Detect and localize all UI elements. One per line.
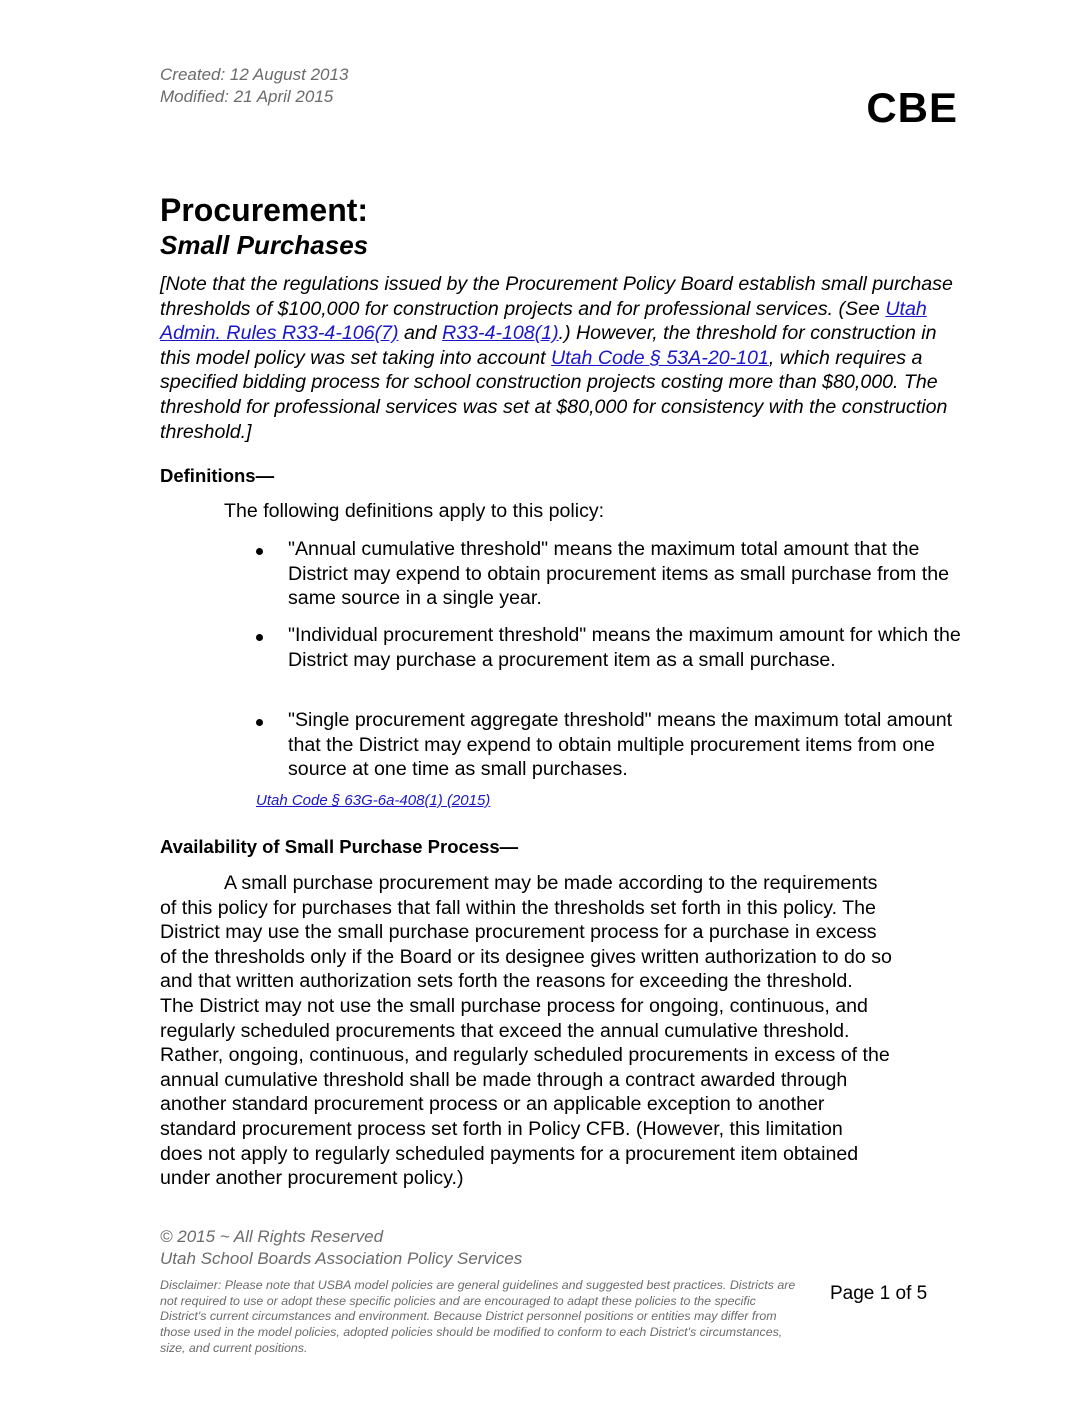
paragraph-line: Rather, ongoing, continuous, and regularly scheduled procurements in excess of the <box>160 1044 890 1067</box>
list-item <box>288 623 968 672</box>
list-item <box>288 537 968 611</box>
page-number: Page 1 of 5 <box>830 1283 928 1304</box>
paragraph-line: does not apply to regularly scheduled payments for a procurement item obtained <box>160 1142 859 1165</box>
bullet-icon <box>256 634 263 641</box>
availability-heading: Availability of Small Purchase Process— <box>160 836 519 857</box>
page-subtitle: Small Purchases <box>160 230 369 260</box>
paragraph-line: District may use the small purchase procurement process for a purchase in excess <box>160 921 877 944</box>
organization-name: Utah School Boards Association Policy Services <box>160 1249 523 1268</box>
definitions-intro: The following definitions apply to this policy: <box>224 500 605 522</box>
definition-text: "Annual cumulative threshold" means the maximum total amount that the District may expend to obtain procurement items as small purchase from the same source in a single year. <box>288 538 950 610</box>
document-dates <box>160 64 348 108</box>
paragraph-line: The District may not use the small purchase process for ongoing, continuous, and <box>160 994 868 1017</box>
paragraph-line: and that written authorization sets forth the reasons for exceeding the threshold. <box>160 970 853 993</box>
note-text-1: [Note that the regulations issued by the Procurement Policy Board establish small purchase thresholds of $100,000 for construction projects and for professional services. (See <box>160 273 953 320</box>
definition-text: "Single procurement aggregate threshold" means the maximum total amount that the District may expend to obtain multiple procurement items from one source at one time as small purchases. <box>288 709 953 781</box>
note-text-4: , which requires a specified bidding process for school construction projects costing more than $80,000. The threshold for professional services was set at $80,000 for consistency with the construction threshold.] <box>160 346 948 443</box>
note-text-2: and <box>398 322 443 345</box>
paragraph-line: A small purchase procurement may be made according to the requirements <box>224 872 878 894</box>
copyright-text: © 2015 ~ All Rights Reserved <box>160 1227 384 1246</box>
paragraph-line: regularly scheduled procurements that exceed the annual cumulative threshold. <box>160 1019 850 1042</box>
paragraph-line: of this policy for purchases that fall within the thresholds set forth in this policy. The <box>160 896 876 919</box>
paragraph-line: another standard procurement process or an applicable exception to another <box>160 1093 825 1116</box>
created-date: Created: 12 August 2013 <box>160 65 349 84</box>
bullet-icon <box>256 548 263 555</box>
policy-code: CBE <box>866 84 958 131</box>
footer-copyright <box>160 1226 522 1270</box>
disclaimer-text: Disclaimer: Please note that USBA model policies are general guidelines and suggested best practices. Districts are not required to use or adopt these specific policies and are encouraged to adapt these policies to the specific District's current circumstances and environment. Because District personnel positions or entities may differ from those used in the model policies, adopted policies should be modified to conform to each District's circumstances, size, and current positions. <box>160 1278 796 1355</box>
paragraph-line: annual cumulative threshold shall be made through a contract awarded through <box>160 1068 848 1091</box>
paragraph-line: under another procurement policy.) <box>160 1167 464 1190</box>
bullet-icon <box>256 719 263 726</box>
paragraph-line: of the thresholds only if the Board or its designee gives written authorization to do so <box>160 945 892 968</box>
definition-text: "Individual procurement threshold" means the maximum amount for which the District may purchase a procurement item as a small purchase. <box>288 624 961 671</box>
availability-paragraph <box>160 871 960 1191</box>
rule-r33-4-106-link[interactable]: Utah Admin. Rules R33-4-106(7) <box>160 297 927 345</box>
utah-code-63g-citation-link[interactable]: Utah Code § 63G-6a-408(1) (2015) <box>256 792 491 809</box>
list-item <box>288 708 968 782</box>
page-title: Procurement: <box>160 192 369 228</box>
rule-r33-4-108-link[interactable]: R33-4-108(1) <box>442 322 559 345</box>
utah-code-53a-link[interactable]: Utah Code § 53A-20-101 <box>551 346 769 369</box>
modified-date: Modified: 21 April 2015 <box>160 87 334 106</box>
definitions-heading: Definitions— <box>160 465 275 486</box>
note-text-3: .) However, the threshold for construction in this model policy was set taking into account <box>160 322 937 369</box>
paragraph-line: standard procurement process set forth in Policy CFB. (However, this limitation <box>160 1117 843 1140</box>
policy-note <box>160 272 960 444</box>
